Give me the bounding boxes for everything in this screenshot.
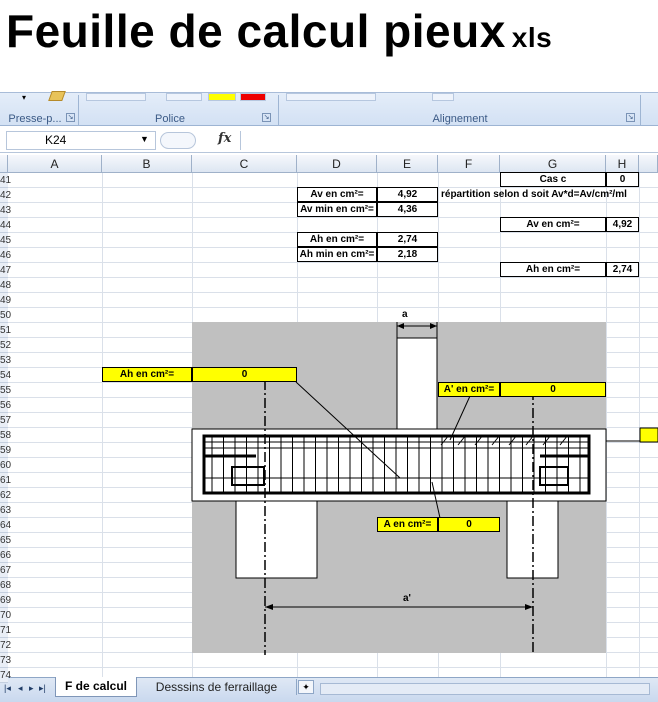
row-header[interactable]: 64: [0, 520, 12, 531]
tab-f-de-calcul[interactable]: F de calcul: [55, 677, 137, 697]
tab-dessins-de-ferraillage[interactable]: Desssins de ferraillage: [137, 679, 297, 695]
cell-av-value[interactable]: 4,92: [377, 187, 438, 202]
row-header[interactable]: 45: [0, 235, 12, 246]
column-header-a[interactable]: A: [8, 155, 102, 173]
row-header[interactable]: 51: [0, 325, 12, 336]
cell-av2-value[interactable]: 4,92: [606, 217, 639, 232]
clipboard-launcher-icon[interactable]: ↘: [67, 114, 74, 121]
row-header[interactable]: 61: [0, 475, 12, 486]
cell-ah2-label[interactable]: Ah en cm²=: [500, 262, 606, 277]
last-sheet-icon[interactable]: ▸|: [39, 683, 46, 693]
row-header[interactable]: 44: [0, 220, 12, 231]
row-header[interactable]: 73: [0, 655, 12, 666]
cell-ah-value[interactable]: 2,74: [377, 232, 438, 247]
row-header[interactable]: 57: [0, 415, 12, 426]
drawing-aprime-label[interactable]: A' en cm²=: [438, 382, 500, 397]
left-pile-shape: [236, 501, 317, 578]
row-header[interactable]: 41: [0, 175, 12, 186]
drawing-aprime-value[interactable]: 0: [500, 382, 606, 397]
offscreen-yellow-cell: [640, 428, 658, 442]
police-launcher-icon[interactable]: ↘: [263, 114, 270, 121]
fx-label: fx: [218, 131, 232, 146]
row-header[interactable]: 50: [0, 310, 12, 321]
row-header[interactable]: 60: [0, 460, 12, 471]
column-header-b[interactable]: B: [102, 155, 192, 173]
insert-sheet-icon[interactable]: ✦: [298, 680, 314, 694]
cell-avmin-label[interactable]: Av min en cm²=: [297, 202, 377, 217]
prev-sheet-icon[interactable]: ◂: [18, 683, 23, 693]
row-header[interactable]: 53: [0, 355, 12, 366]
column-shape: [397, 338, 437, 429]
first-sheet-icon[interactable]: |◂: [4, 683, 11, 693]
row-header[interactable]: 56: [0, 400, 12, 411]
row-header[interactable]: 55: [0, 385, 12, 396]
column-header-g[interactable]: G: [500, 155, 606, 173]
row-header[interactable]: 46: [0, 250, 12, 261]
row-header[interactable]: 72: [0, 640, 12, 651]
title-extension: xls: [511, 22, 553, 53]
drawing-ah-value[interactable]: 0: [192, 367, 297, 382]
paste-dropdown-icon[interactable]: ▾: [22, 93, 27, 102]
row-header[interactable]: 68: [0, 580, 12, 591]
row-header[interactable]: 52: [0, 340, 12, 351]
row-header[interactable]: 67: [0, 565, 12, 576]
row-header[interactable]: 63: [0, 505, 12, 516]
cell-cas-label[interactable]: Cas c: [500, 172, 606, 187]
row-header[interactable]: 47: [0, 265, 12, 276]
column-header-e[interactable]: E: [377, 155, 438, 173]
row-header[interactable]: 70: [0, 610, 12, 621]
row-header[interactable]: 49: [0, 295, 12, 306]
row-header[interactable]: 43: [0, 205, 12, 216]
pile-cap-shape: [192, 429, 606, 501]
cell-ahmin-label[interactable]: Ah min en cm²=: [297, 247, 377, 262]
row-header[interactable]: 54: [0, 370, 12, 381]
drawing-a-label[interactable]: A en cm²=: [377, 517, 438, 532]
name-box[interactable]: K24: [6, 131, 156, 150]
row-header[interactable]: 62: [0, 490, 12, 501]
ribbon-group-police[interactable]: Police: [155, 113, 185, 125]
next-sheet-icon[interactable]: ▸: [29, 683, 34, 693]
cell-repartition[interactable]: répartition selon d soit Av*d=Av/cm²/ml: [441, 189, 627, 200]
drawing-a-value[interactable]: 0: [438, 517, 500, 532]
row-header[interactable]: 42: [0, 190, 12, 201]
alignement-launcher-icon[interactable]: ↘: [627, 114, 634, 121]
column-header-h[interactable]: H: [606, 155, 639, 173]
dim-a-prime-label: a': [403, 593, 411, 604]
row-header[interactable]: 74: [0, 670, 12, 681]
cell-ah2-value[interactable]: 2,74: [606, 262, 639, 277]
row-header[interactable]: 69: [0, 595, 12, 606]
column-header-f[interactable]: F: [438, 155, 500, 173]
name-box-dropdown-icon[interactable]: ▼: [140, 134, 149, 144]
ribbon-group-alignement[interactable]: Alignement: [432, 113, 488, 125]
cell-cas-value[interactable]: 0: [606, 172, 639, 187]
column-header-c[interactable]: C: [192, 155, 297, 173]
dim-a-label: a: [402, 309, 408, 320]
row-header[interactable]: 71: [0, 625, 12, 636]
cell-ah-label[interactable]: Ah en cm²=: [297, 232, 377, 247]
cell-av2-label[interactable]: Av en cm²=: [500, 217, 606, 232]
cell-ahmin-value[interactable]: 2,18: [377, 247, 438, 262]
row-header[interactable]: 65: [0, 535, 12, 546]
cell-av-label[interactable]: Av en cm²=: [297, 187, 377, 202]
cell-avmin-value[interactable]: 4,36: [377, 202, 438, 217]
column-header-d[interactable]: D: [297, 155, 377, 173]
row-header[interactable]: 66: [0, 550, 12, 561]
horizontal-scrollbar[interactable]: [320, 683, 650, 695]
title-main: Feuille de calcul pieux: [6, 5, 506, 57]
row-header[interactable]: 58: [0, 430, 12, 441]
row-header[interactable]: 48: [0, 280, 12, 291]
row-header[interactable]: 59: [0, 445, 12, 456]
drawing-ah-label[interactable]: Ah en cm²=: [102, 367, 192, 382]
ribbon-group-clipboard[interactable]: Presse-p...: [8, 113, 62, 125]
